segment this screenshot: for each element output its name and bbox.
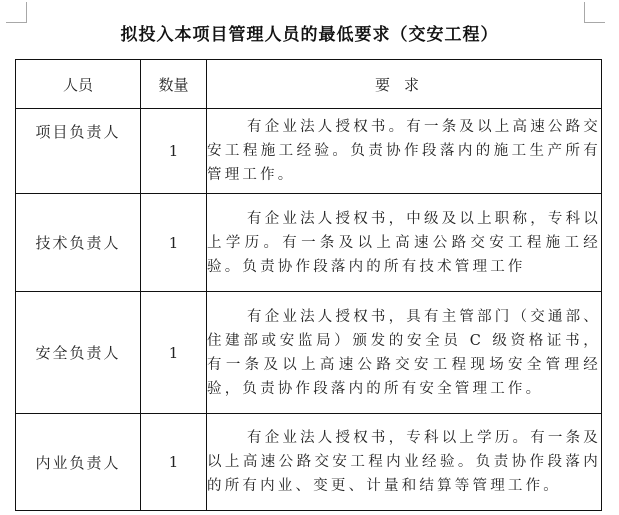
personnel-requirements-table <box>15 59 602 511</box>
requirements-text: 有企业法人授权书，中级及以上职称，专科以上学历。有一条及以上高速公路交安工程施工经验。负责协作段落内的所有技术管理工作 <box>207 210 601 275</box>
header-quantity: 数量 <box>141 60 207 109</box>
requirements-text: 有企业法人授权书。有一条及以上高速公路交安工程施工经验。负责协作段落内的施工生产所有管理工作。 <box>207 119 601 183</box>
requirements-text: 有企业法人授权书，具有主管部门（交通部、住建部或安监局）颁发的安全员 C 级资格证书，有一条及以上高速公路交安工程现场安全管理经验，负责协作段落内的所有安全管理工作。 <box>207 308 601 397</box>
table-row <box>16 194 602 292</box>
document-title: 拟投入本项目管理人员的最低要求（交安工程） <box>120 25 499 45</box>
cell-requirements <box>207 109 602 194</box>
cell-requirements <box>207 292 602 414</box>
cell-requirements <box>207 194 602 292</box>
cell-person: 内业负责人 <box>16 414 141 511</box>
requirements-text: 有企业法人授权书，专科以上学历。有一条及以上高速公路交安工程内业经验。负责协作段落内的所有内业、变更、计量和结算等管理工作。 <box>207 430 601 494</box>
cell-quantity: 1 <box>141 109 207 194</box>
header-requirements: 要求 <box>207 60 602 109</box>
cell-person: 项目负责人 <box>16 109 141 194</box>
table-row <box>16 292 602 414</box>
header-person: 人员 <box>16 60 141 109</box>
cell-quantity: 1 <box>141 292 207 414</box>
cell-person: 技术负责人 <box>16 194 141 292</box>
cell-person: 安全负责人 <box>16 292 141 414</box>
table-row <box>16 414 602 511</box>
cell-requirements <box>207 414 602 511</box>
cell-quantity: 1 <box>141 194 207 292</box>
table-row <box>16 109 602 194</box>
table-header-row <box>16 60 602 109</box>
cell-quantity: 1 <box>141 414 207 511</box>
